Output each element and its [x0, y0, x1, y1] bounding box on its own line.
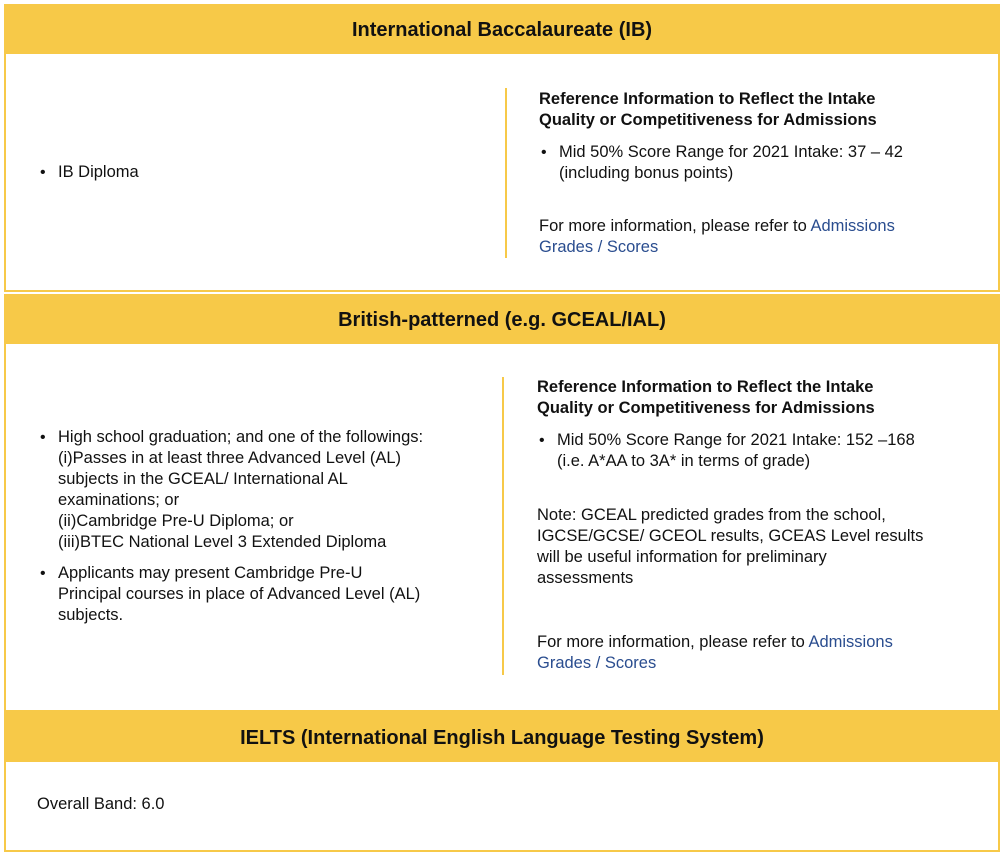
british-req1-line: (i)Passes in at least three Advanced Level (AL) [58, 449, 402, 467]
ib-link-part2: Grades / Scores [539, 238, 659, 256]
ib-reference-info [539, 89, 969, 258]
british-score-item [537, 430, 967, 472]
ib-requirements [38, 162, 139, 183]
british-score-line1: • Mid 50% Score Range for 2021 Intake: 152 –168 [557, 431, 915, 449]
british-score-list [537, 430, 967, 472]
ib-section [4, 4, 1000, 292]
ib-reference-title [539, 89, 969, 131]
british-link-part2: Grades / Scores [537, 654, 657, 672]
british-note-line: Note: GCEAL predicted grades from the school, [537, 506, 886, 524]
british-req1-line: subjects in the GCEAL/ International AL [58, 470, 348, 488]
ib-score-line2: (including bonus points) [559, 164, 734, 182]
british-column-divider [502, 377, 504, 675]
british-requirement-item-1 [38, 427, 488, 553]
ielts-section [4, 712, 1000, 852]
ib-column-divider [505, 88, 507, 258]
british-section-body [6, 344, 998, 710]
ib-requirement-item: • IB Diploma [38, 162, 139, 183]
british-reference-info [537, 377, 967, 674]
british-req1-line: examinations; or [58, 491, 180, 509]
ielts-section-body [6, 762, 998, 850]
ielts-requirement: Overall Band: 6.0 [37, 795, 165, 813]
ib-section-body [6, 54, 998, 290]
british-req1-line: (iii)BTEC National Level 3 Extended Diploma [58, 533, 387, 551]
ib-more-info [539, 216, 969, 258]
british-note-line: will be useful information for preliminary [537, 548, 827, 566]
british-link-part1: Admissions [808, 633, 893, 651]
british-reference-title-line2: Quality or Competitiveness for Admissions [537, 399, 875, 417]
british-reference-title-line1: Reference Information to Reflect the Intake [537, 378, 874, 396]
ib-reference-title-line2: Quality or Competitiveness for Admissions [539, 111, 877, 129]
ib-score-line1: • Mid 50% Score Range for 2021 Intake: 37 – 42 [559, 143, 903, 161]
british-req2-line: • Applicants may present Cambridge Pre-U [58, 564, 363, 582]
british-requirements-list [38, 427, 488, 626]
british-section [4, 294, 1000, 712]
british-more-info [537, 632, 967, 674]
ib-more-info-text: For more information, please refer to [539, 217, 811, 235]
ib-link-part1: Admissions [810, 217, 895, 235]
british-score-line2: (i.e. A*AA to 3A* in terms of grade) [557, 452, 811, 470]
british-more-info-text: For more information, please refer to [537, 633, 809, 651]
british-requirements [38, 427, 488, 626]
british-reference-title [537, 377, 967, 419]
british-req2-line: subjects. [58, 606, 124, 624]
ib-reference-title-line1: Reference Information to Reflect the Intake [539, 90, 876, 108]
british-note-line: IGCSE/GCSE/ GCEOL results, GCEAS Level results [537, 527, 924, 545]
british-note-line: assessments [537, 569, 634, 587]
ib-score-list [539, 142, 969, 184]
british-req1-line: (ii)Cambridge Pre-U Diploma; or [58, 512, 294, 530]
british-req2-line: Principal courses in place of Advanced Level (AL) [58, 585, 421, 603]
british-section-title: British-patterned (e.g. GCEAL/IAL) [6, 296, 998, 344]
ib-score-item [539, 142, 969, 184]
british-note [537, 505, 967, 589]
ib-section-title: International Baccalaureate (IB) [6, 6, 998, 54]
british-requirement-item-2 [38, 563, 488, 626]
ielts-section-title: IELTS (International English Language Testing System) [6, 714, 998, 762]
british-req1-line: • High school graduation; and one of the followings: [58, 428, 424, 446]
ib-requirements-list [38, 162, 139, 183]
